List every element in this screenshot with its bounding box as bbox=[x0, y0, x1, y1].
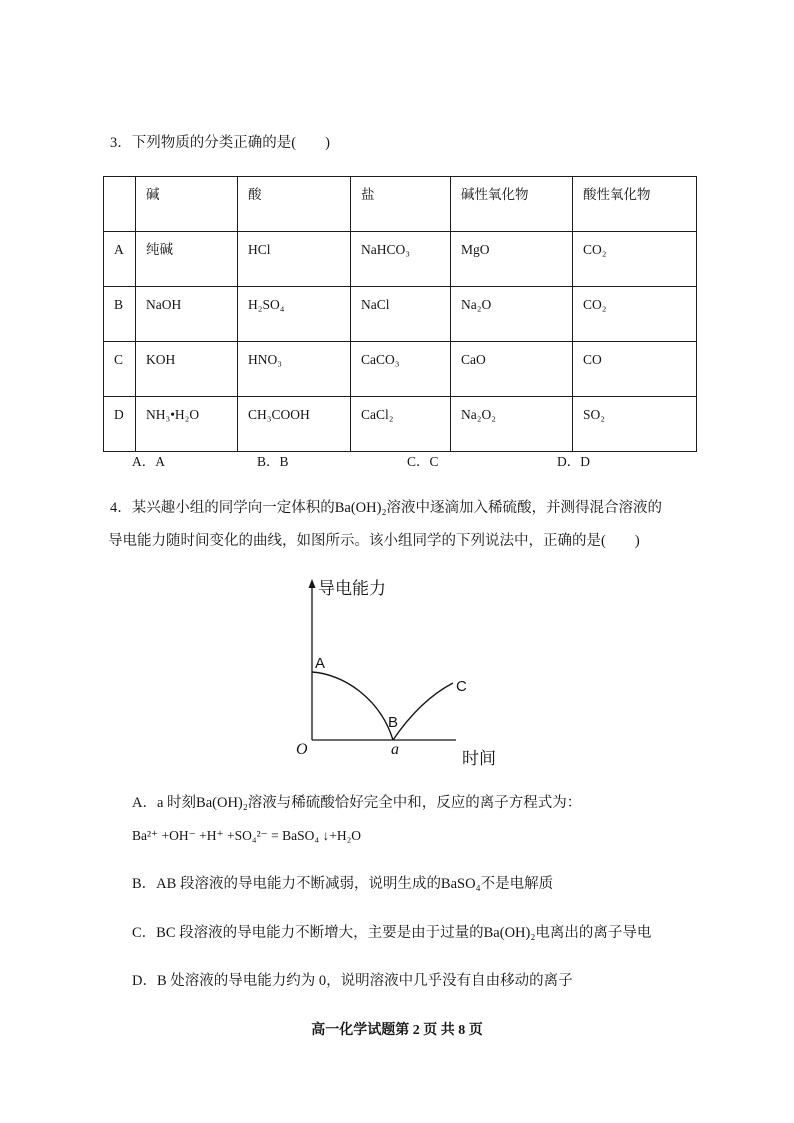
question-4-stem-line-1: 4．某兴趣小组的同学向一定体积的Ba(OH)₂溶液中逐滴加入稀硫酸，并测得混合溶液的 bbox=[110, 500, 663, 516]
q3-option-c: C．C bbox=[407, 454, 439, 469]
cell-base: NaOH bbox=[136, 287, 238, 342]
q4-option-c: C．BC 段溶液的导电能力不断增大，主要是由于过量的Ba(OH)₂电离出的离子导电 bbox=[132, 925, 652, 941]
cell-acid: CH₃COOH bbox=[238, 397, 351, 452]
table-corner-cell bbox=[104, 177, 136, 232]
cell-acid: HNO₃ bbox=[238, 342, 351, 397]
cell-salt: NaHCO₃ bbox=[351, 232, 451, 287]
header-cell-acidic-oxide: 酸性氧化物 bbox=[573, 177, 697, 232]
point-b-label: B bbox=[388, 714, 399, 731]
cell-salt: NaCl bbox=[351, 287, 451, 342]
q3-option-d: D．D bbox=[557, 454, 590, 469]
cell-acid: HCl bbox=[238, 232, 351, 287]
conductivity-figure bbox=[288, 572, 508, 772]
cell-base: NH₃•H₂O bbox=[136, 397, 238, 452]
row-label-cell: A bbox=[104, 232, 136, 287]
classification-table bbox=[103, 176, 697, 452]
table-row-a bbox=[104, 232, 697, 287]
cell-basic-oxide: Na₂O₂ bbox=[451, 397, 573, 452]
header-cell-salt: 盐 bbox=[351, 177, 451, 232]
header-cell-acid: 酸 bbox=[238, 177, 351, 232]
cell-basic-oxide: CaO bbox=[451, 342, 573, 397]
curve-segment-bc bbox=[393, 683, 453, 740]
cell-basic-oxide: Na₂O bbox=[451, 287, 573, 342]
cell-basic-oxide: MgO bbox=[451, 232, 573, 287]
table-row-d bbox=[104, 397, 697, 452]
cell-salt: CaCl₂ bbox=[351, 397, 451, 452]
cell-acidic-oxide: SO₂ bbox=[573, 397, 697, 452]
cell-acidic-oxide: CO₂ bbox=[573, 287, 697, 342]
point-a-label: A bbox=[315, 655, 326, 672]
cell-acidic-oxide: CO bbox=[573, 342, 697, 397]
q4-option-a-equation: Ba²⁺ +OH⁻ +H⁺ +SO₄²⁻ = BaSO₄ ↓+H₂O bbox=[132, 828, 362, 843]
point-c-label: C bbox=[456, 678, 467, 695]
page-footer: 高一化学试题第 2 页 共 8 页 bbox=[311, 1023, 483, 1038]
cell-base: 纯碱 bbox=[136, 232, 238, 287]
table-row-c bbox=[104, 342, 697, 397]
origin-label: O bbox=[296, 741, 308, 758]
cell-acidic-oxide: CO₂ bbox=[573, 232, 697, 287]
header-cell-basic-oxide: 碱性氧化物 bbox=[451, 177, 573, 232]
y-axis-arrow-icon bbox=[309, 579, 316, 588]
table-header-row bbox=[104, 177, 697, 232]
cell-salt: CaCO₃ bbox=[351, 342, 451, 397]
q4-option-b: B．AB 段溶液的导电能力不断减弱，说明生成的BaSO₄不是电解质 bbox=[132, 876, 554, 892]
question-3-stem: 3．下列物质的分类正确的是( ) bbox=[110, 135, 330, 151]
row-label-cell: B bbox=[104, 287, 136, 342]
x-axis-label: 时间 bbox=[462, 749, 496, 769]
q4-option-d: D．B 处溶液的导电能力约为 0，说明溶液中几乎没有自由移动的离子 bbox=[132, 973, 573, 989]
q4-option-a: A．a 时刻Ba(OH)₂溶液与稀硫酸恰好完全中和，反应的离子方程式为： bbox=[132, 795, 582, 811]
row-label-cell: C bbox=[104, 342, 136, 397]
cell-base: KOH bbox=[136, 342, 238, 397]
time-a-label: a bbox=[391, 741, 399, 758]
q3-option-a: A．A bbox=[132, 454, 165, 469]
cell-acid: H₂SO₄ bbox=[238, 287, 351, 342]
q3-option-b: B．B bbox=[257, 454, 289, 469]
row-label-cell: D bbox=[104, 397, 136, 452]
question-4-stem-line-2: 导电能力随时间变化的曲线，如图所示。该小组同学的下列说法中，正确的是( ) bbox=[108, 533, 640, 549]
header-cell-base: 碱 bbox=[136, 177, 238, 232]
y-axis-label: 导电能力 bbox=[318, 579, 386, 599]
table-row-b bbox=[104, 287, 697, 342]
curve-segment-ab bbox=[312, 672, 393, 740]
